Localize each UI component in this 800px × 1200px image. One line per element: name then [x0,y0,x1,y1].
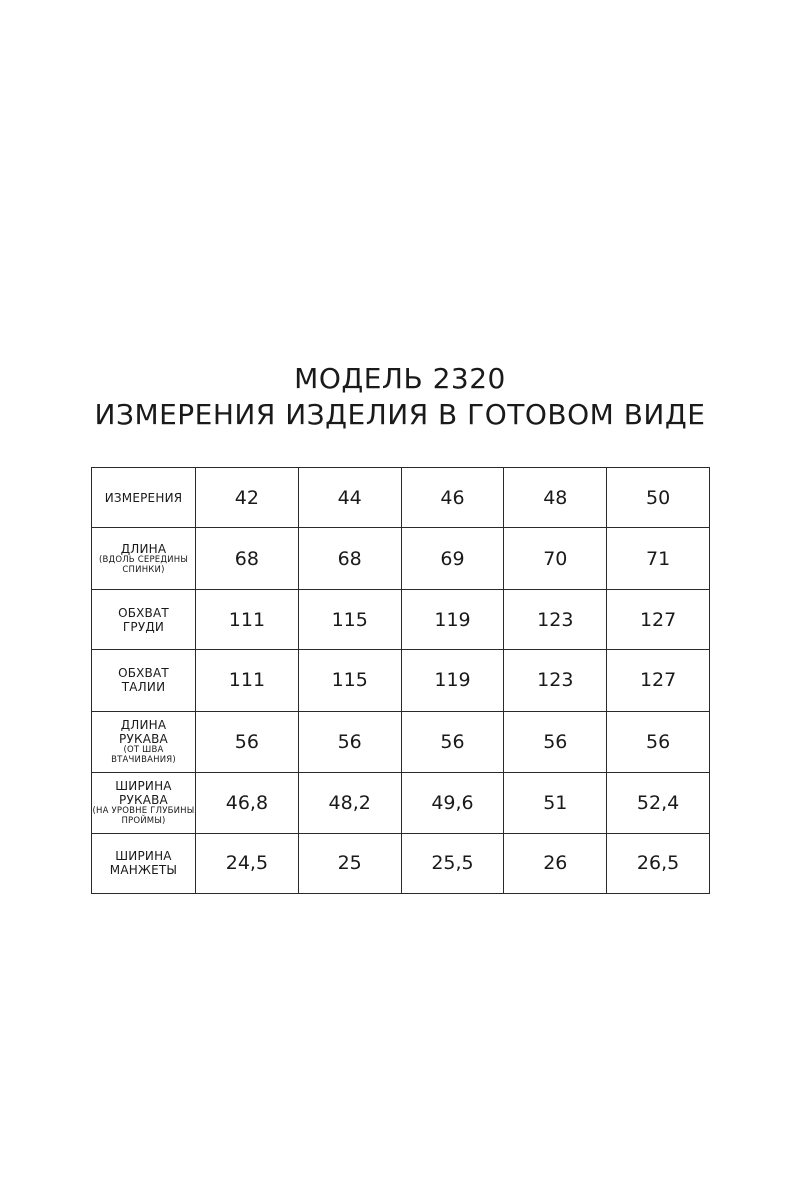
value-cell: 26 [504,833,607,893]
table-row-sleeve-width [92,772,710,833]
row-label-sleeve-width: ШИРИНА РУКАВА (НА УРОВНЕ ГЛУБИНЫ ПРОЙМЫ) [92,772,196,833]
value-cell: 56 [401,711,504,772]
value-cell: 46,8 [196,772,299,833]
size-chart-table [91,467,710,894]
row-label-length: ДЛИНА (ВДОЛЬ СЕРЕДИНЫ СПИНКИ) [92,528,196,590]
row-label-cuff-width: ШИРИНА МАНЖЕТЫ [92,833,196,893]
value-cell: 25,5 [401,833,504,893]
value-cell: 127 [607,650,710,711]
size-cell: 46 [401,468,504,528]
value-cell: 26,5 [607,833,710,893]
value-cell: 24,5 [196,833,299,893]
table-row-sizes [92,468,710,528]
value-cell: 48,2 [298,772,401,833]
size-cell: 42 [196,468,299,528]
value-cell: 56 [298,711,401,772]
size-cell: 44 [298,468,401,528]
row-label-sleeve-length: ДЛИНА РУКАВА (ОТ ШВА ВТАЧИВАНИЯ) [92,711,196,772]
value-cell: 71 [607,528,710,590]
value-cell: 68 [298,528,401,590]
table-row-length [92,528,710,590]
value-cell: 52,4 [607,772,710,833]
table-row-chest [92,590,710,650]
value-cell: 115 [298,650,401,711]
value-cell: 119 [401,650,504,711]
value-cell: 111 [196,650,299,711]
value-cell: 123 [504,650,607,711]
value-cell: 115 [298,590,401,650]
value-cell: 25 [298,833,401,893]
value-cell: 69 [401,528,504,590]
value-cell: 111 [196,590,299,650]
table-row-waist [92,650,710,711]
table-row-sleeve-length [92,711,710,772]
value-cell: 123 [504,590,607,650]
value-cell: 49,6 [401,772,504,833]
value-cell: 127 [607,590,710,650]
row-label-chest: ОБХВАТ ГРУДИ [92,590,196,650]
table-row-cuff-width [92,833,710,893]
value-cell: 56 [607,711,710,772]
value-cell: 119 [401,590,504,650]
size-cell: 50 [607,468,710,528]
value-cell: 68 [196,528,299,590]
value-cell: 51 [504,772,607,833]
row-label-waist: ОБХВАТ ТАЛИИ [92,650,196,711]
value-cell: 56 [504,711,607,772]
measurements-subtitle: ИЗМЕРЕНИЯ ИЗДЕЛИЯ В ГОТОВОМ ВИДЕ [94,398,706,431]
row-label-sizes: ИЗМЕРЕНИЯ [92,468,196,528]
model-title: МОДЕЛЬ 2320 [294,362,506,395]
size-cell: 48 [504,468,607,528]
value-cell: 70 [504,528,607,590]
value-cell: 56 [196,711,299,772]
